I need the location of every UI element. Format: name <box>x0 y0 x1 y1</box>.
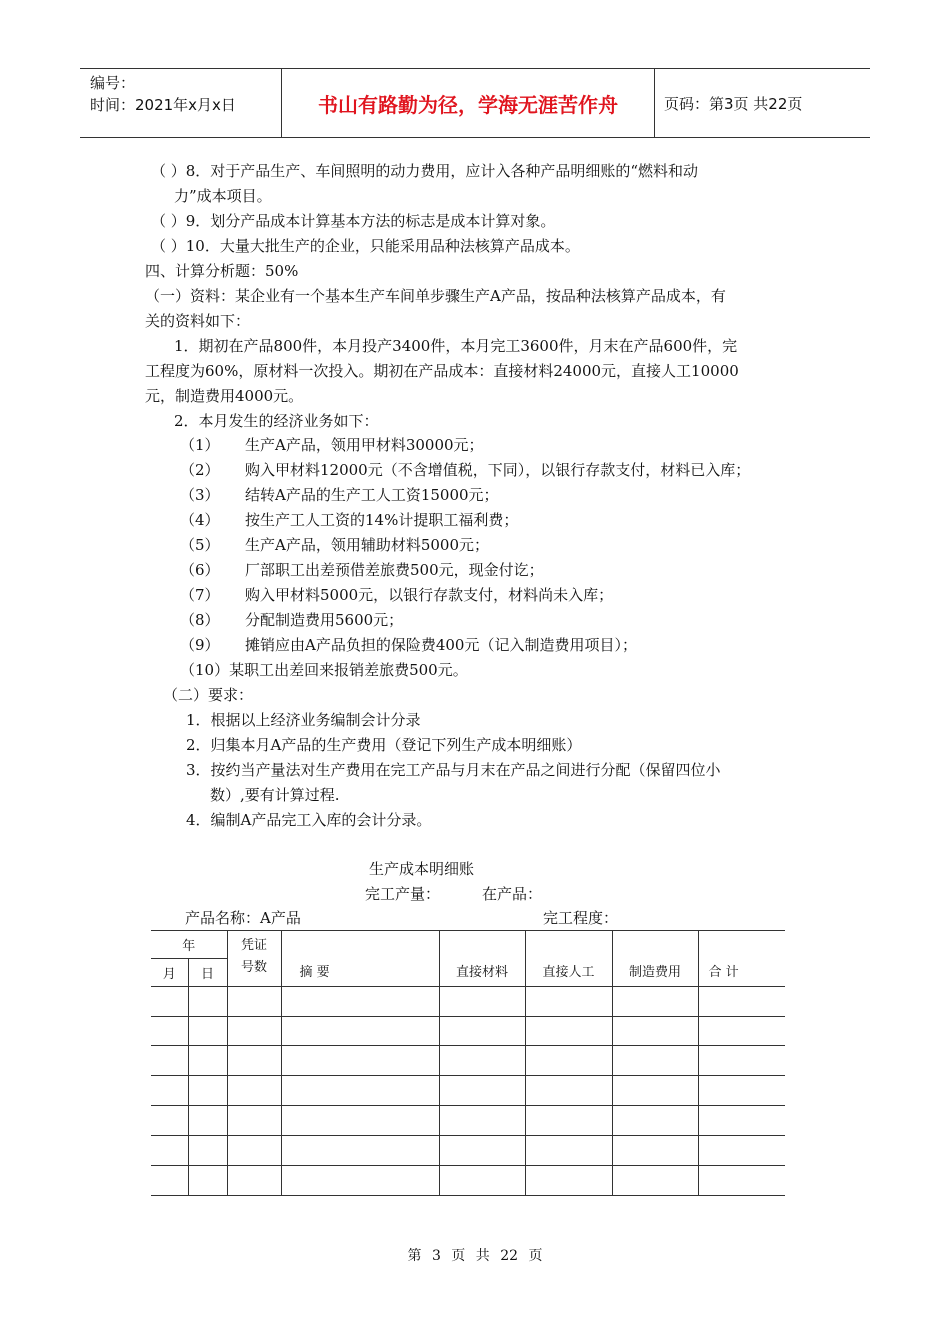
requirement-item-cont: 数）,要有计算过程. <box>210 786 340 804</box>
item2-title: 2．本月发生的经济业务如下： <box>174 412 379 430</box>
col-material: 直接材料 <box>439 931 525 987</box>
col-total: 合 计 <box>698 931 785 987</box>
col-month: 月 <box>151 958 188 986</box>
col-day: 日 <box>188 958 227 986</box>
page-header <box>80 68 870 138</box>
requirement-item: 1．根据以上经济业务编制会计分录 <box>186 711 421 729</box>
business-no: （8） <box>180 611 220 629</box>
section-title: 四、计算分析题：50% <box>145 262 299 280</box>
ledger-title: 生产成本明细账 <box>369 860 475 878</box>
business-no: （5） <box>180 536 220 554</box>
col-year: 年 <box>151 931 227 959</box>
col-voucher <box>227 931 281 987</box>
business-text: 结转A产品的生产工人工资15000元； <box>245 486 499 504</box>
business-no: （9） <box>180 636 220 654</box>
ledger-output-label: 完工产量： <box>365 885 441 903</box>
requirement-item: 4．编制A产品完工入库的会计分录。 <box>186 811 432 829</box>
table-row <box>151 1076 785 1106</box>
judgment-item-9: （ ）9．划分产品成本计算基本方法的标志是成本计算对象。 <box>151 212 556 230</box>
header-motto: 书山有路勤为径，学海无涯苦作舟 <box>282 69 655 137</box>
doc-time-label: 时间：2021年x月x日 <box>90 96 236 114</box>
material-line: 关的资料如下： <box>145 312 251 330</box>
col-voucher-line2: 号数 <box>240 960 267 975</box>
col-voucher-line1: 凭证 <box>240 938 267 953</box>
table-row <box>151 1136 785 1166</box>
business-text: 摊销应由A产品负担的保险费400元（记入制造费用项目）； <box>245 636 637 654</box>
page-footer: 第 3 页 共 22 页 <box>407 1248 543 1264</box>
ledger-header-row <box>151 931 785 959</box>
business-text: 厂部职工出差预借差旅费500元，现金付讫； <box>245 561 544 579</box>
table-row <box>151 1166 785 1196</box>
business-no: （6） <box>180 561 220 579</box>
doc-number-label: 编号： <box>90 74 136 92</box>
business-text: 购入甲材料12000元（不含增值税，下同），以银行存款支付，材料已入库； <box>245 461 751 479</box>
business-no: （1） <box>180 436 220 454</box>
ledger-table <box>151 930 785 1196</box>
business-text: 生产A产品，领用辅助材料5000元； <box>245 536 490 554</box>
table-row <box>151 1046 785 1076</box>
col-labor: 直接人工 <box>525 931 612 987</box>
table-row <box>151 986 785 1016</box>
table-row <box>151 1016 785 1046</box>
judgment-item-8-cont: 力”成本项目。 <box>174 187 272 205</box>
ledger-degree-label: 完工程度： <box>543 909 619 927</box>
col-overhead: 制造费用 <box>612 931 698 987</box>
header-meta <box>80 69 282 137</box>
judgment-item-10: （ ）10．大量大批生产的企业，只能采用品种法核算产品成本。 <box>151 237 580 255</box>
judgment-item-8: （ ）8．对于产品生产、车间照明的动力费用，应计入各种产品明细账的“燃料和动 <box>151 162 698 180</box>
business-text: 按生产工人工资的14%计提职工福利费； <box>245 511 519 529</box>
header-page-info: 页码：第3页 共22页 <box>664 94 803 113</box>
business-text: 购入甲材料5000元，以银行存款支付，材料尚未入库； <box>245 586 614 604</box>
item1-line: 工程度为60%，原材料一次投入。期初在产品成本：直接材料24000元，直接人工10000 <box>145 362 739 380</box>
business-no: （2） <box>180 461 220 479</box>
ledger-wip-label: 在产品： <box>482 885 543 903</box>
col-summary: 摘 要 <box>281 931 439 987</box>
business-item-10: （10）某职工出差回来报销差旅费500元。 <box>180 661 468 679</box>
business-text: 分配制造费用5600元； <box>245 611 404 629</box>
business-no: （3） <box>180 486 220 504</box>
material-line: （一）资料：某企业有一个基本生产车间单步骤生产A产品，按品种法核算产品成本，有 <box>145 287 726 305</box>
item1-line: 元，制造费用4000元。 <box>145 387 304 405</box>
requirements-title: （二）要求： <box>163 686 254 704</box>
business-no: （4） <box>180 511 220 529</box>
item1-line: 1．期初在产品800件，本月投产3400件，本月完工3600件，月末在产品600件，完 <box>174 337 738 355</box>
requirement-item: 3．按约当产量法对生产费用在完工产品与月末在产品之间进行分配（保留四位小 <box>186 761 721 779</box>
table-row <box>151 1106 785 1136</box>
requirement-item: 2．归集本月A产品的生产费用（登记下列生产成本明细账） <box>186 736 582 754</box>
business-no: （7） <box>180 586 220 604</box>
ledger-product-label: 产品名称：A产品 <box>185 909 301 927</box>
business-text: 生产A产品，领用甲材料30000元； <box>245 436 484 454</box>
